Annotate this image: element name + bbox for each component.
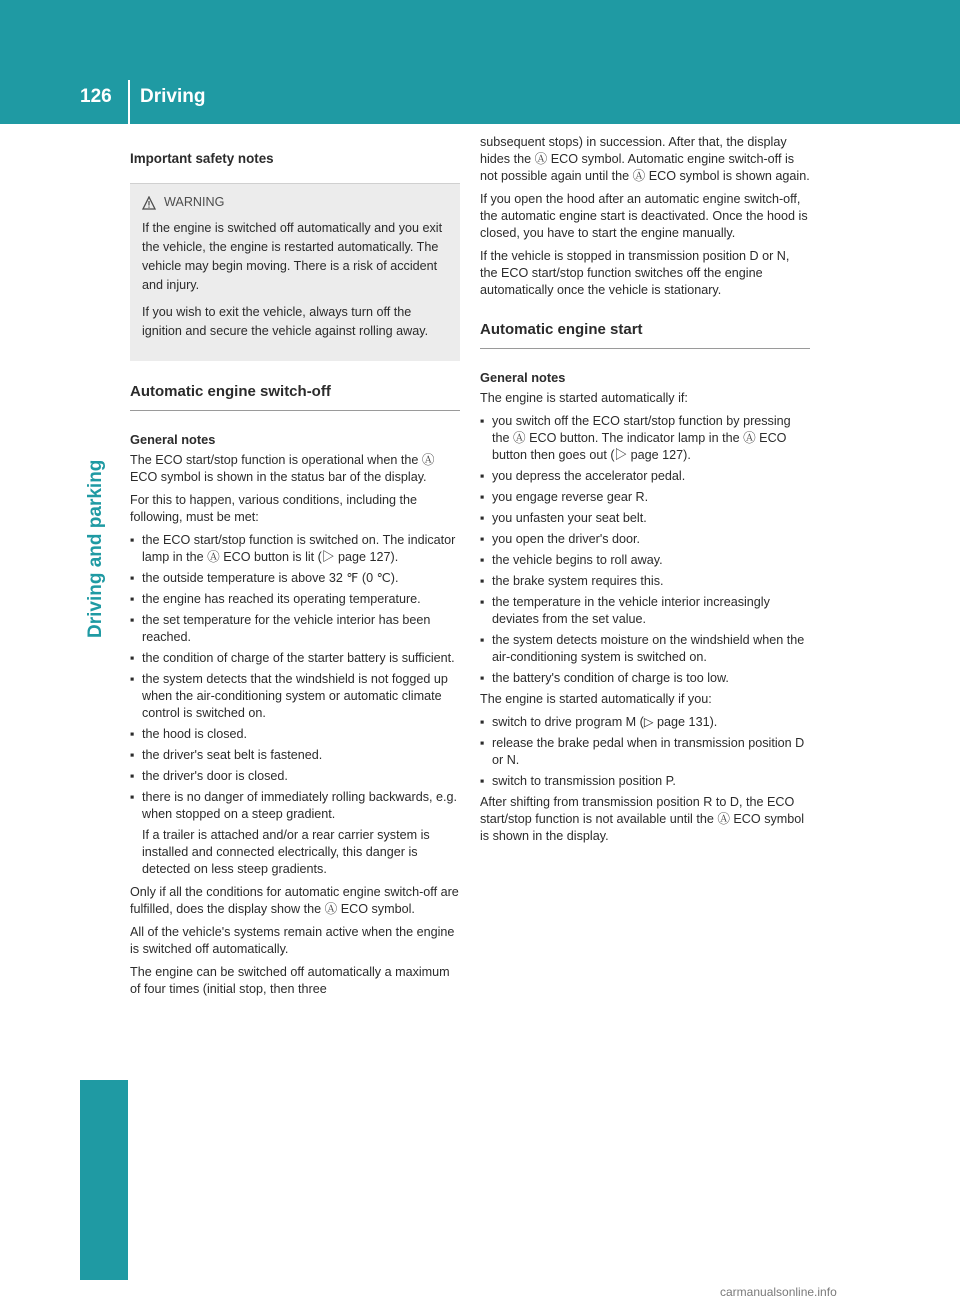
list-item: ▪ switch to drive program M (▷ page 131). bbox=[480, 714, 810, 731]
list-item: ▪ the condition of charge of the starter battery is sufficient. bbox=[130, 650, 460, 667]
list-item: ▪ the system detects that the windshield is not fogged up when the air-conditioning system or automatic climate control is switched on. bbox=[130, 671, 460, 722]
section-title-switch-off: Automatic engine switch-off bbox=[130, 383, 460, 411]
list-item: ▪ the driver's door is closed. bbox=[130, 768, 460, 785]
list-item: ▪ the temperature in the vehicle interior increasingly deviates from the set value. bbox=[480, 594, 810, 628]
list-item: ▪ the vehicle begins to roll away. bbox=[480, 552, 810, 569]
safety-title: Important safety notes bbox=[130, 151, 274, 166]
general-notes-title: General notes bbox=[480, 370, 566, 385]
warning-label: WARNING bbox=[164, 195, 225, 209]
list-item: ▪ the battery's condition of charge is too low. bbox=[480, 670, 810, 687]
list-item: ▪ switch to transmission position P. bbox=[480, 773, 810, 790]
sidebar-tab bbox=[80, 1080, 128, 1280]
sub-note: If a trailer is attached and/or a rear carrier system is installed and connected electrically, this danger is detected on less steep gradients. bbox=[142, 828, 430, 876]
paragraph: The ECO start/stop function is operational when the Ⓐ ECO symbol is shown in the status bar of the display. bbox=[130, 453, 435, 484]
paragraph: If the vehicle is stopped in transmission position D or N, the ECO start/stop function switches off the engine automatically once the vehicle is stationary. bbox=[480, 249, 790, 297]
list-item: ▪ release the brake pedal when in transmission position D or N. bbox=[480, 735, 810, 769]
paragraph: Only if all the conditions for automatic engine switch-off are fulfilled, does the display show the Ⓐ ECO symbol. bbox=[130, 885, 459, 916]
section-title-engine-start: Automatic engine start bbox=[480, 321, 810, 349]
list-item: ▪ the brake system requires this. bbox=[480, 573, 810, 590]
watermark: carmanualsonline.info bbox=[720, 1285, 837, 1299]
paragraph: The engine is started automatically if you: bbox=[480, 692, 712, 706]
list-item: ▪ the outside temperature is above 32 ℉ (0 ℃). bbox=[130, 570, 460, 587]
warning-text-1: If the engine is switched off automatically and you exit the vehicle, the engine is restarted automatically. The vehicle may begin moving. There is a risk of accident and injury. bbox=[142, 221, 443, 292]
warning-box bbox=[130, 183, 460, 361]
paragraph: The engine is started automatically if: bbox=[480, 391, 688, 405]
driver-actions-list bbox=[480, 714, 810, 790]
left-column bbox=[130, 134, 460, 1004]
page-number: 126 bbox=[80, 86, 112, 107]
paragraph: The engine can be switched off automatically a maximum of four times (initial stop, then three bbox=[130, 965, 450, 996]
warning-triangle-icon bbox=[142, 196, 156, 210]
right-column bbox=[480, 134, 810, 851]
paragraph: subsequent stops) in succession. After that, the display hides the Ⓐ ECO symbol. Automatic engine switch-off is not possible again until the Ⓐ ECO symbol is shown again. bbox=[480, 135, 810, 183]
list-item: ▪ the driver's seat belt is fastened. bbox=[130, 747, 460, 764]
header-separator bbox=[128, 80, 130, 124]
sidebar-label: Driving and parking bbox=[85, 459, 106, 638]
list-item: ▪ the set temperature for the vehicle interior has been reached. bbox=[130, 612, 460, 646]
list-item: ▪ you unfasten your seat belt. bbox=[480, 510, 810, 527]
list-item: ▪ there is no danger of immediately rolling backwards, e.g. when stopped on a steep gradient. bbox=[130, 789, 460, 823]
list-item: ▪ the engine has reached its operating temperature. bbox=[130, 591, 460, 608]
list-item: ▪ you switch off the ECO start/stop function by pressing the Ⓐ ECO button. The indicator lamp in the Ⓐ ECO button then goes out (▷ page 127). bbox=[480, 413, 810, 464]
general-notes-title: General notes bbox=[130, 432, 216, 447]
list-item: ▪ the hood is closed. bbox=[130, 726, 460, 743]
list-item: ▪ you engage reverse gear R. bbox=[480, 489, 810, 506]
warning-text-2: If you wish to exit the vehicle, always turn off the ignition and secure the vehicle against rolling away. bbox=[142, 305, 429, 338]
list-item: ▪ you depress the accelerator pedal. bbox=[480, 468, 810, 485]
list-item: ▪ you open the driver's door. bbox=[480, 531, 810, 548]
paragraph: All of the vehicle's systems remain active when the engine is switched off automatically. bbox=[130, 925, 455, 956]
header-title: Driving bbox=[140, 86, 206, 107]
paragraph: For this to happen, various conditions, including the following, must be met: bbox=[130, 493, 418, 524]
paragraph: After shifting from transmission position R to D, the ECO start/stop function is not available until the Ⓐ ECO symbol is shown in the display. bbox=[480, 795, 805, 843]
warning-header bbox=[142, 194, 448, 211]
list-item: ▪ the system detects moisture on the windshield when the air-conditioning system is switched on. bbox=[480, 632, 810, 666]
list-item: ▪ the ECO start/stop function is switched on. The indicator lamp in the Ⓐ ECO button is lit (▷ page 127). bbox=[130, 532, 460, 566]
conditions-list bbox=[130, 532, 460, 823]
start-conditions-list bbox=[480, 413, 810, 687]
paragraph: If you open the hood after an automatic engine switch-off, the automatic engine start is deactivated. Once the hood is closed, you have to start the engine manually. bbox=[480, 192, 808, 240]
